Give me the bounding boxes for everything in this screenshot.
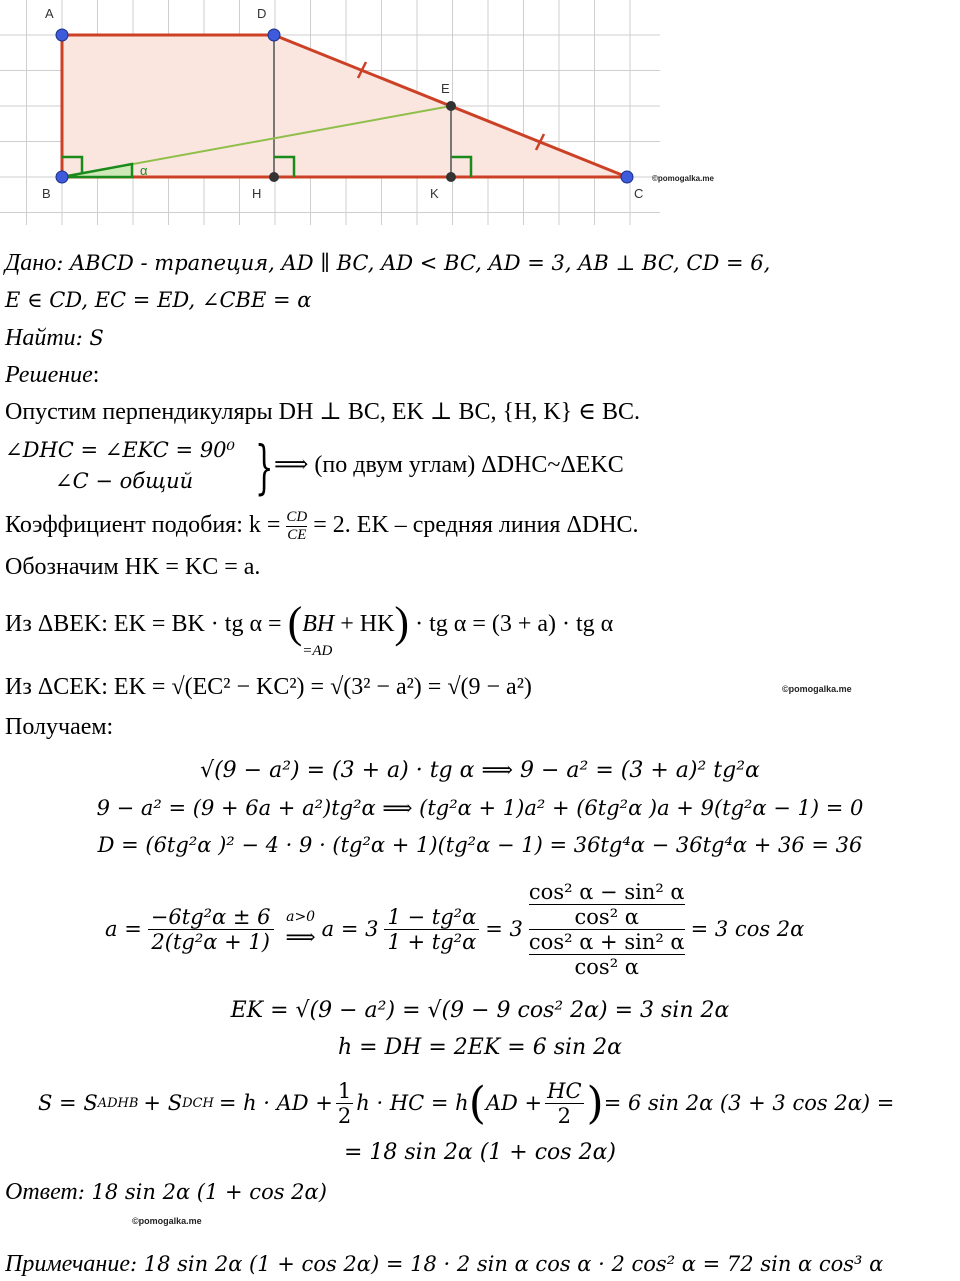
eq-4-frac-2 bbox=[384, 905, 479, 954]
step-5 bbox=[5, 598, 614, 659]
bh-text: BH bbox=[302, 611, 335, 637]
eq-2: 9 − a² = (9 + 6a + a²)tg²α ⟹ (tg²α + 1)a² + (6tg²α )a + 9(tg²α − 1) = 0 bbox=[96, 796, 864, 820]
system-line-1 bbox=[5, 435, 235, 465]
point-e bbox=[446, 101, 456, 111]
point-c bbox=[621, 171, 633, 183]
answer-label: Ответ bbox=[5, 1179, 78, 1205]
label-b: B bbox=[42, 186, 51, 201]
eq-7-e: AD + bbox=[485, 1091, 543, 1115]
step-1 bbox=[5, 397, 640, 427]
eq-4-d1: cos² α + sin² α bbox=[528, 929, 685, 954]
obtain-text: Получаем: bbox=[5, 714, 114, 740]
given-line-2 bbox=[5, 285, 311, 315]
step-6 bbox=[5, 672, 532, 702]
note-label: Примечание bbox=[5, 1251, 130, 1277]
step-3-b: = 2. EK – средняя линия ΔDHC. bbox=[313, 512, 639, 539]
eq-7-c: = h · AD + bbox=[218, 1091, 333, 1115]
label-alpha: α bbox=[140, 163, 148, 178]
eq-7-half-den: 2 bbox=[337, 1103, 352, 1128]
step-3 bbox=[5, 509, 639, 544]
watermark-figure: ©pomogalka.me bbox=[652, 174, 714, 183]
step-4-text: Обозначим HK = KC = a. bbox=[5, 554, 261, 580]
given-line-1 bbox=[5, 248, 770, 278]
eq-7-hc-num: HC bbox=[547, 1078, 582, 1103]
point-k bbox=[446, 172, 456, 182]
eq-5: EK = √(9 − a²) = √(9 − 9 cos² 2α) = 3 sin 2α bbox=[230, 998, 730, 1023]
paren-close: ) bbox=[394, 598, 410, 647]
eq-8: = 18 sin 2α (1 + cos 2α) bbox=[343, 1140, 617, 1165]
point-d bbox=[268, 29, 280, 41]
find-label: Найти bbox=[5, 325, 76, 351]
eq-4-c: = 3 bbox=[485, 917, 523, 941]
point-a bbox=[56, 29, 68, 41]
step-1-text: Опустим перпендикуляры DH ⊥ BC, EK ⊥ BC, {H, K} ∈ BC. bbox=[5, 399, 640, 425]
step-6-text: Из ΔCEK: EK = √(EC² − KC²) = √(3² − a²) = √(9 − a²) bbox=[5, 674, 532, 700]
watermark-bottom: ©pomogalka.me bbox=[132, 1216, 202, 1226]
solution-colon: : bbox=[92, 362, 100, 388]
eq-4-num: −6tg²α ± 6 bbox=[148, 905, 274, 930]
eq-4-frac-1 bbox=[148, 905, 274, 954]
answer-line bbox=[5, 1177, 327, 1207]
eq-7-f: = 6 sin 2α (3 + 3 cos 2α) = bbox=[603, 1091, 895, 1115]
eq-7-hc-den: 2 bbox=[557, 1103, 572, 1128]
eq-4-n2: cos² α bbox=[529, 905, 685, 930]
label-k: K bbox=[430, 186, 439, 201]
system-eq-2: ∠C − общий bbox=[55, 469, 194, 493]
given-label: Дано bbox=[5, 250, 57, 276]
point-b bbox=[56, 171, 68, 183]
eq-4-d: = 3 cos 2α bbox=[690, 917, 805, 941]
eq-4-n1: cos² α − sin² α bbox=[528, 879, 685, 904]
eq-4-arrow bbox=[286, 909, 316, 949]
eq-4-cond: a>0 bbox=[286, 909, 316, 925]
label-h: H bbox=[252, 186, 262, 201]
system-brace: } bbox=[255, 433, 274, 501]
eq-7-paren-close: ) bbox=[586, 1077, 604, 1129]
eq-7-sub2: DCH bbox=[182, 1095, 214, 1111]
eq-7-b: + S bbox=[143, 1091, 183, 1115]
eq-7-half bbox=[336, 1079, 353, 1128]
label-a: A bbox=[45, 6, 54, 21]
eq-4-den: 2(tg²α + 1) bbox=[151, 929, 270, 954]
label-c: C bbox=[634, 186, 644, 201]
system-line-2 bbox=[55, 466, 193, 496]
eq-7-a: S = S bbox=[38, 1091, 98, 1115]
find-line bbox=[5, 323, 104, 353]
given-value-2: E ∈ CD, EC = ED, ∠CBE = α bbox=[5, 288, 312, 312]
eq-4-frac-3 bbox=[529, 880, 685, 979]
eq-7-half-num: 1 bbox=[337, 1078, 352, 1103]
eq-7-paren-open: ( bbox=[468, 1077, 486, 1129]
point-h bbox=[269, 172, 279, 182]
step-5-b: + HK bbox=[340, 611, 395, 637]
watermark-middle: ©pomogalka.me bbox=[782, 684, 852, 694]
obtain-line bbox=[5, 712, 113, 742]
eq-7 bbox=[38, 1068, 958, 1138]
frac-cd-ce bbox=[286, 509, 307, 544]
solution-line bbox=[5, 360, 99, 390]
eq-4-b: a = 3 bbox=[321, 917, 379, 941]
eq-7-sub1: ADHB bbox=[97, 1095, 139, 1111]
label-e: E bbox=[441, 81, 450, 96]
paren-open: ( bbox=[287, 598, 303, 647]
solution-label: Решение bbox=[5, 362, 93, 388]
eq-1: √(9 − a²) = (3 + a) · tg α ⟹ 9 − a² = (3 + a)² tg²α bbox=[200, 758, 760, 783]
eq-4-num2: 1 − tg²α bbox=[384, 905, 479, 930]
eq-7-hc bbox=[545, 1079, 583, 1128]
step-4 bbox=[5, 552, 260, 582]
note-value: : 18 sin 2α (1 + cos 2α) = 18 · 2 sin α cos α · 2 cos² α = 72 sin α cos³ α bbox=[130, 1252, 884, 1276]
step-3-a: Коэффициент подобия: k = bbox=[5, 512, 281, 539]
eq-3: D = (6tg²α )² − 4 · 9 · (tg²α + 1)(tg²α − 1) = 36tg⁴α − 36tg⁴α + 36 = 36 bbox=[97, 833, 863, 857]
bh-underbrace bbox=[302, 609, 335, 659]
step-5-c: · tg α = (3 + a) · tg α bbox=[415, 611, 614, 637]
given-value-1: : ABCD - трапеция, AD ∥ BC, AD < BC, AD = 3, AB ⊥ BC, CD = 6, bbox=[56, 251, 771, 275]
eq-6: h = DH = 2EK = 6 sin 2α bbox=[337, 1035, 623, 1060]
eq-7-d: h · HC = h bbox=[356, 1091, 469, 1115]
eq-4-d2: cos² α bbox=[574, 954, 639, 979]
eq-4 bbox=[105, 874, 935, 984]
system-eq-1: ∠DHC = ∠EKC = 90⁰ bbox=[5, 438, 235, 462]
find-value: : S bbox=[75, 326, 104, 350]
step-5-a: Из ΔBEK: EK = BK · tg α = bbox=[5, 611, 282, 637]
answer-value: : 18 sin 2α (1 + cos 2α) bbox=[77, 1180, 327, 1204]
system-result bbox=[274, 450, 624, 480]
eq-4-arrow-glyph: ⟹ bbox=[285, 925, 316, 949]
note-line bbox=[5, 1249, 883, 1279]
eq-4-a: a = bbox=[105, 917, 142, 941]
eq-4-den2: 1 + tg²α bbox=[387, 929, 477, 954]
trapezoid-figure bbox=[0, 0, 714, 225]
bh-under-label: =AD bbox=[302, 643, 333, 659]
system-result-text: ⟹ (по двум углам) ΔDHC~ΔEKC bbox=[274, 452, 624, 478]
frac-num: CD bbox=[286, 509, 308, 525]
frac-den: CE bbox=[287, 527, 307, 543]
label-d: D bbox=[257, 6, 267, 21]
